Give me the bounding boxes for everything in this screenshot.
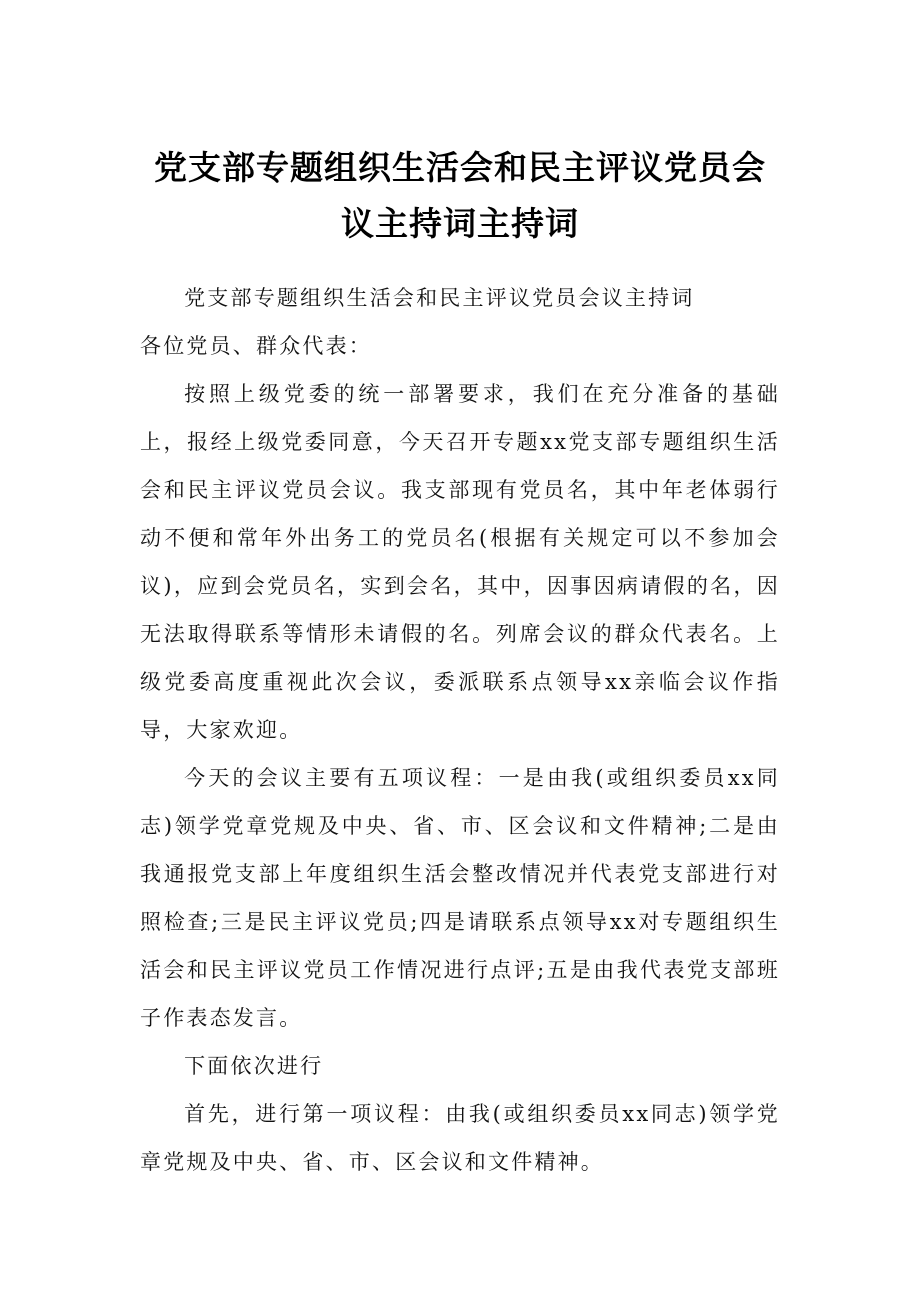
title-line-2: 议主持词主持词 <box>341 204 579 243</box>
document-title <box>140 140 780 252</box>
paragraph-transition: 下面依次进行 <box>184 1054 324 1078</box>
document-subtitle: 党支部专题组织生活会和民主评议党员会议主持词 <box>184 286 695 310</box>
document-body <box>140 274 780 1186</box>
title-line-1: 党支部专题组织生活会和民主评议党员会 <box>154 148 766 187</box>
paragraph-agenda: 今天的会议主要有五项议程：一是由我(或组织委员xx同志)领学党章党规及中央、省、市、区会议和文件精神;二是由我通报党支部上年度组织生活会整改情况并代表党支部进行对照检查;三是民主评议党员;四是请联系点领导xx对专题组织生活会和民主评议党员工作情况进行点评;五是由我代表党支部班子作表态发言。 <box>140 766 780 1030</box>
paragraph-opening: 按照上级党委的统一部署要求，我们在充分准备的基础上，报经上级党委同意，今天召开专题xx党支部专题组织生活会和民主评议党员会议。我支部现有党员名，其中年老体弱行动不便和常年外出务工的党员名(根据有关规定可以不参加会议)，应到会党员名，实到会名，其中，因事因病请假的名，因无法取得联系等情形未请假的名。列席会议的群众代表名。上级党委高度重视此次会议，委派联系点领导xx亲临会议作指导，大家欢迎。 <box>140 382 780 742</box>
salutation: 各位党员、群众代表： <box>140 334 372 358</box>
paragraph-first-item: 首先，进行第一项议程：由我(或组织委员xx同志)领学党章党规及中央、省、市、区会议和文件精神。 <box>140 1102 780 1174</box>
